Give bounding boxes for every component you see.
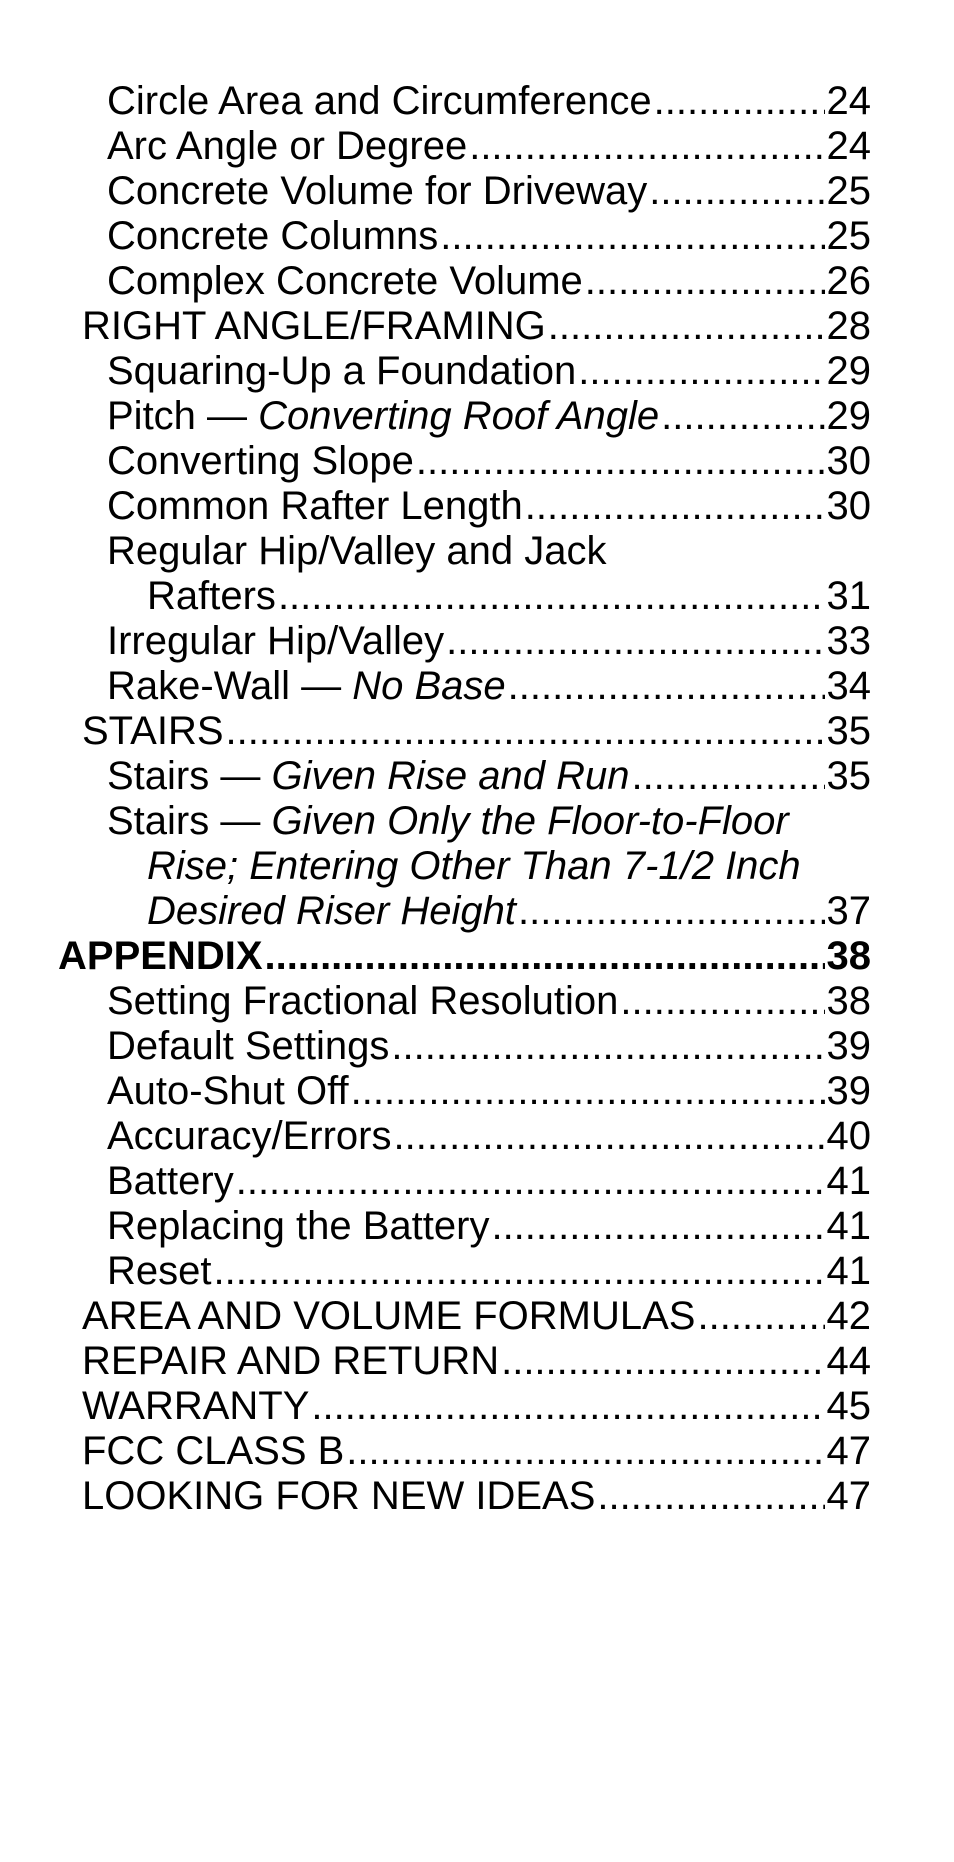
toc-entry-title-prefix: Stairs — bbox=[107, 754, 272, 798]
toc-page-number: 30 bbox=[826, 484, 871, 528]
toc-page-number: 24 bbox=[826, 124, 871, 168]
dot-leader bbox=[440, 214, 824, 259]
toc-entry-stairs-floor-line3[interactable] bbox=[0, 889, 954, 934]
toc-page-number: 26 bbox=[826, 259, 871, 303]
toc-page-number: 40 bbox=[826, 1114, 871, 1158]
toc-entry-title: Squaring-Up a Foundation bbox=[107, 349, 577, 393]
toc-entry-auto-shut-off[interactable] bbox=[0, 1069, 954, 1114]
toc-entry-title bbox=[107, 754, 629, 799]
toc-entry-title: Setting Fractional Resolution bbox=[107, 979, 619, 1023]
toc-entry-concrete-columns[interactable] bbox=[0, 214, 954, 259]
toc-page-number: 47 bbox=[826, 1429, 871, 1473]
toc-entry-common-rafter[interactable] bbox=[0, 484, 954, 529]
toc-entry-title-prefix: Pitch — bbox=[107, 394, 259, 438]
toc-section-repair-return[interactable] bbox=[0, 1339, 954, 1384]
toc-entry-title: Concrete Volume for Driveway bbox=[107, 169, 648, 213]
dot-leader bbox=[654, 79, 825, 124]
toc-page-number: 28 bbox=[826, 304, 871, 348]
toc-page-number: 38 bbox=[826, 979, 871, 1023]
toc-entry-title: LOOKING FOR NEW IDEAS bbox=[82, 1474, 596, 1518]
toc-entry-title: Complex Concrete Volume bbox=[107, 259, 583, 303]
dot-leader bbox=[236, 1159, 825, 1204]
dot-leader bbox=[265, 934, 825, 979]
dot-leader bbox=[214, 1249, 825, 1294]
toc-entry-title: WARRANTY bbox=[82, 1384, 310, 1428]
toc-entry-title: Rafters bbox=[147, 574, 276, 618]
toc-entry-title-italic: Desired Riser Height bbox=[147, 889, 517, 933]
toc-page-number: 39 bbox=[826, 1024, 871, 1068]
toc-entry-title: Reset bbox=[107, 1249, 212, 1293]
toc-entry-squaring-up[interactable] bbox=[0, 349, 954, 394]
toc-page-number: 35 bbox=[826, 754, 871, 798]
toc-entry-title: Auto-Shut Off bbox=[107, 1069, 349, 1113]
toc-entry-title-prefix: Rake-Wall — bbox=[107, 664, 353, 708]
toc-entry-title-italic: Rise; Entering Other Than 7-1/2 Inch bbox=[147, 844, 801, 888]
toc-page-number: 42 bbox=[826, 1294, 871, 1338]
dot-leader bbox=[446, 619, 824, 664]
toc-section-right-angle-framing[interactable] bbox=[0, 304, 954, 349]
toc-page-number: 30 bbox=[826, 439, 871, 483]
dot-leader bbox=[346, 1429, 824, 1474]
toc-page-number: 25 bbox=[826, 214, 871, 258]
toc-entry-title: AREA AND VOLUME FORMULAS bbox=[82, 1294, 696, 1338]
dot-leader bbox=[351, 1069, 825, 1114]
toc-entry-title: Irregular Hip/Valley bbox=[107, 619, 445, 663]
dot-leader bbox=[620, 979, 824, 1024]
dot-leader bbox=[501, 1339, 824, 1384]
toc-entry-title bbox=[107, 664, 506, 709]
toc-entry-title-italic: Given Rise and Run bbox=[271, 754, 630, 798]
toc-entry-regular-hip-line1[interactable] bbox=[0, 529, 954, 574]
dot-leader bbox=[394, 1114, 825, 1159]
toc-page-number: 44 bbox=[826, 1339, 871, 1383]
dot-leader bbox=[649, 169, 824, 214]
toc-entry-replacing-battery[interactable] bbox=[0, 1204, 954, 1249]
toc-entry-title: Arc Angle or Degree bbox=[107, 124, 468, 168]
toc-entry-title bbox=[107, 799, 789, 844]
toc-entry-title: Replacing the Battery bbox=[107, 1204, 490, 1248]
toc-entry-title bbox=[107, 394, 659, 439]
dot-leader bbox=[226, 709, 825, 754]
toc-entry-fractional-resolution[interactable] bbox=[0, 979, 954, 1024]
dot-leader bbox=[311, 1384, 824, 1429]
toc-page-number: 39 bbox=[826, 1069, 871, 1113]
dot-leader bbox=[278, 574, 825, 619]
toc-entry-reset[interactable] bbox=[0, 1249, 954, 1294]
toc-section-warranty[interactable] bbox=[0, 1384, 954, 1429]
toc-section-new-ideas[interactable] bbox=[0, 1474, 954, 1519]
toc-page-number: 41 bbox=[826, 1249, 871, 1293]
toc-page-number: 34 bbox=[826, 664, 871, 708]
toc-page-number: 31 bbox=[826, 574, 871, 618]
dot-leader bbox=[518, 889, 824, 934]
toc-entry-pitch[interactable] bbox=[0, 394, 954, 439]
toc-entry-title: APPENDIX bbox=[58, 934, 263, 978]
toc-page-number: 24 bbox=[826, 79, 871, 123]
toc-entry-irregular-hip[interactable] bbox=[0, 619, 954, 664]
toc-entry-title: Concrete Columns bbox=[107, 214, 439, 258]
dot-leader bbox=[661, 394, 824, 439]
toc-entry-concrete-driveway[interactable] bbox=[0, 169, 954, 214]
toc-entry-complex-concrete[interactable] bbox=[0, 259, 954, 304]
toc-section-fcc-class-b[interactable] bbox=[0, 1429, 954, 1474]
dot-leader bbox=[585, 259, 825, 304]
toc-entry-title: REPAIR AND RETURN bbox=[82, 1339, 500, 1383]
toc-entry-rake-wall[interactable] bbox=[0, 664, 954, 709]
toc-entry-converting-slope[interactable] bbox=[0, 439, 954, 484]
toc-entry-title: Common Rafter Length bbox=[107, 484, 523, 528]
toc-entry-title-italic: No Base bbox=[352, 664, 506, 708]
toc-entry-title-italic: Converting Roof Angle bbox=[258, 394, 660, 438]
toc-entry-accuracy-errors[interactable] bbox=[0, 1114, 954, 1159]
dot-leader bbox=[525, 484, 825, 529]
toc-entry-title: Converting Slope bbox=[107, 439, 414, 483]
toc-page-number: 33 bbox=[826, 619, 871, 663]
dot-leader bbox=[391, 1024, 824, 1069]
dot-leader bbox=[631, 754, 824, 799]
toc-entry-arc-angle[interactable] bbox=[0, 124, 954, 169]
toc-entry-stairs-floor-line2[interactable] bbox=[0, 844, 954, 889]
toc-page-number: 37 bbox=[826, 889, 871, 933]
toc-page-number: 41 bbox=[826, 1159, 871, 1203]
toc-section-area-volume-formulas[interactable] bbox=[0, 1294, 954, 1339]
toc-entry-default-settings[interactable] bbox=[0, 1024, 954, 1069]
toc-entry-circle-area[interactable] bbox=[0, 79, 954, 124]
dot-leader bbox=[697, 1294, 824, 1339]
toc-entry-title: Default Settings bbox=[107, 1024, 390, 1068]
toc-page-number: 38 bbox=[826, 934, 871, 978]
dot-leader bbox=[597, 1474, 824, 1519]
toc-page-number: 41 bbox=[826, 1204, 871, 1248]
toc-entry-title: FCC CLASS B bbox=[82, 1429, 345, 1473]
toc-section-stairs[interactable] bbox=[0, 709, 954, 754]
dot-leader bbox=[416, 439, 825, 484]
dot-leader bbox=[491, 1204, 824, 1249]
toc-chapter-appendix[interactable] bbox=[0, 934, 954, 979]
toc-entry-title: Battery bbox=[107, 1159, 234, 1203]
toc-entry-title: Regular Hip/Valley and Jack bbox=[107, 529, 607, 573]
toc-page-number: 35 bbox=[826, 709, 871, 753]
toc-entry-battery[interactable] bbox=[0, 1159, 954, 1204]
toc-page-number: 45 bbox=[826, 1384, 871, 1428]
toc-entry-regular-hip-line2[interactable] bbox=[0, 574, 954, 619]
dot-leader bbox=[508, 664, 825, 709]
toc-page-number: 29 bbox=[826, 394, 871, 438]
toc-entry-title: STAIRS bbox=[82, 709, 224, 753]
toc-entry-stairs-floor-line1[interactable] bbox=[0, 799, 954, 844]
dot-leader bbox=[578, 349, 824, 394]
dot-leader bbox=[469, 124, 824, 169]
toc-entry-title: Circle Area and Circumference bbox=[107, 79, 652, 123]
toc-entry-title: Accuracy/Errors bbox=[107, 1114, 392, 1158]
toc-entry-stairs-rise-run[interactable] bbox=[0, 754, 954, 799]
toc-entry-title: RIGHT ANGLE/FRAMING bbox=[82, 304, 546, 348]
toc-page-number: 25 bbox=[826, 169, 871, 213]
table-of-contents bbox=[0, 79, 954, 1519]
dot-leader bbox=[548, 304, 825, 349]
toc-entry-title-italic: Given Only the Floor-to-Floor bbox=[271, 799, 789, 843]
toc-page-number: 29 bbox=[826, 349, 871, 393]
toc-page-number: 47 bbox=[826, 1474, 871, 1518]
toc-entry-title-prefix: Stairs — bbox=[107, 799, 272, 843]
